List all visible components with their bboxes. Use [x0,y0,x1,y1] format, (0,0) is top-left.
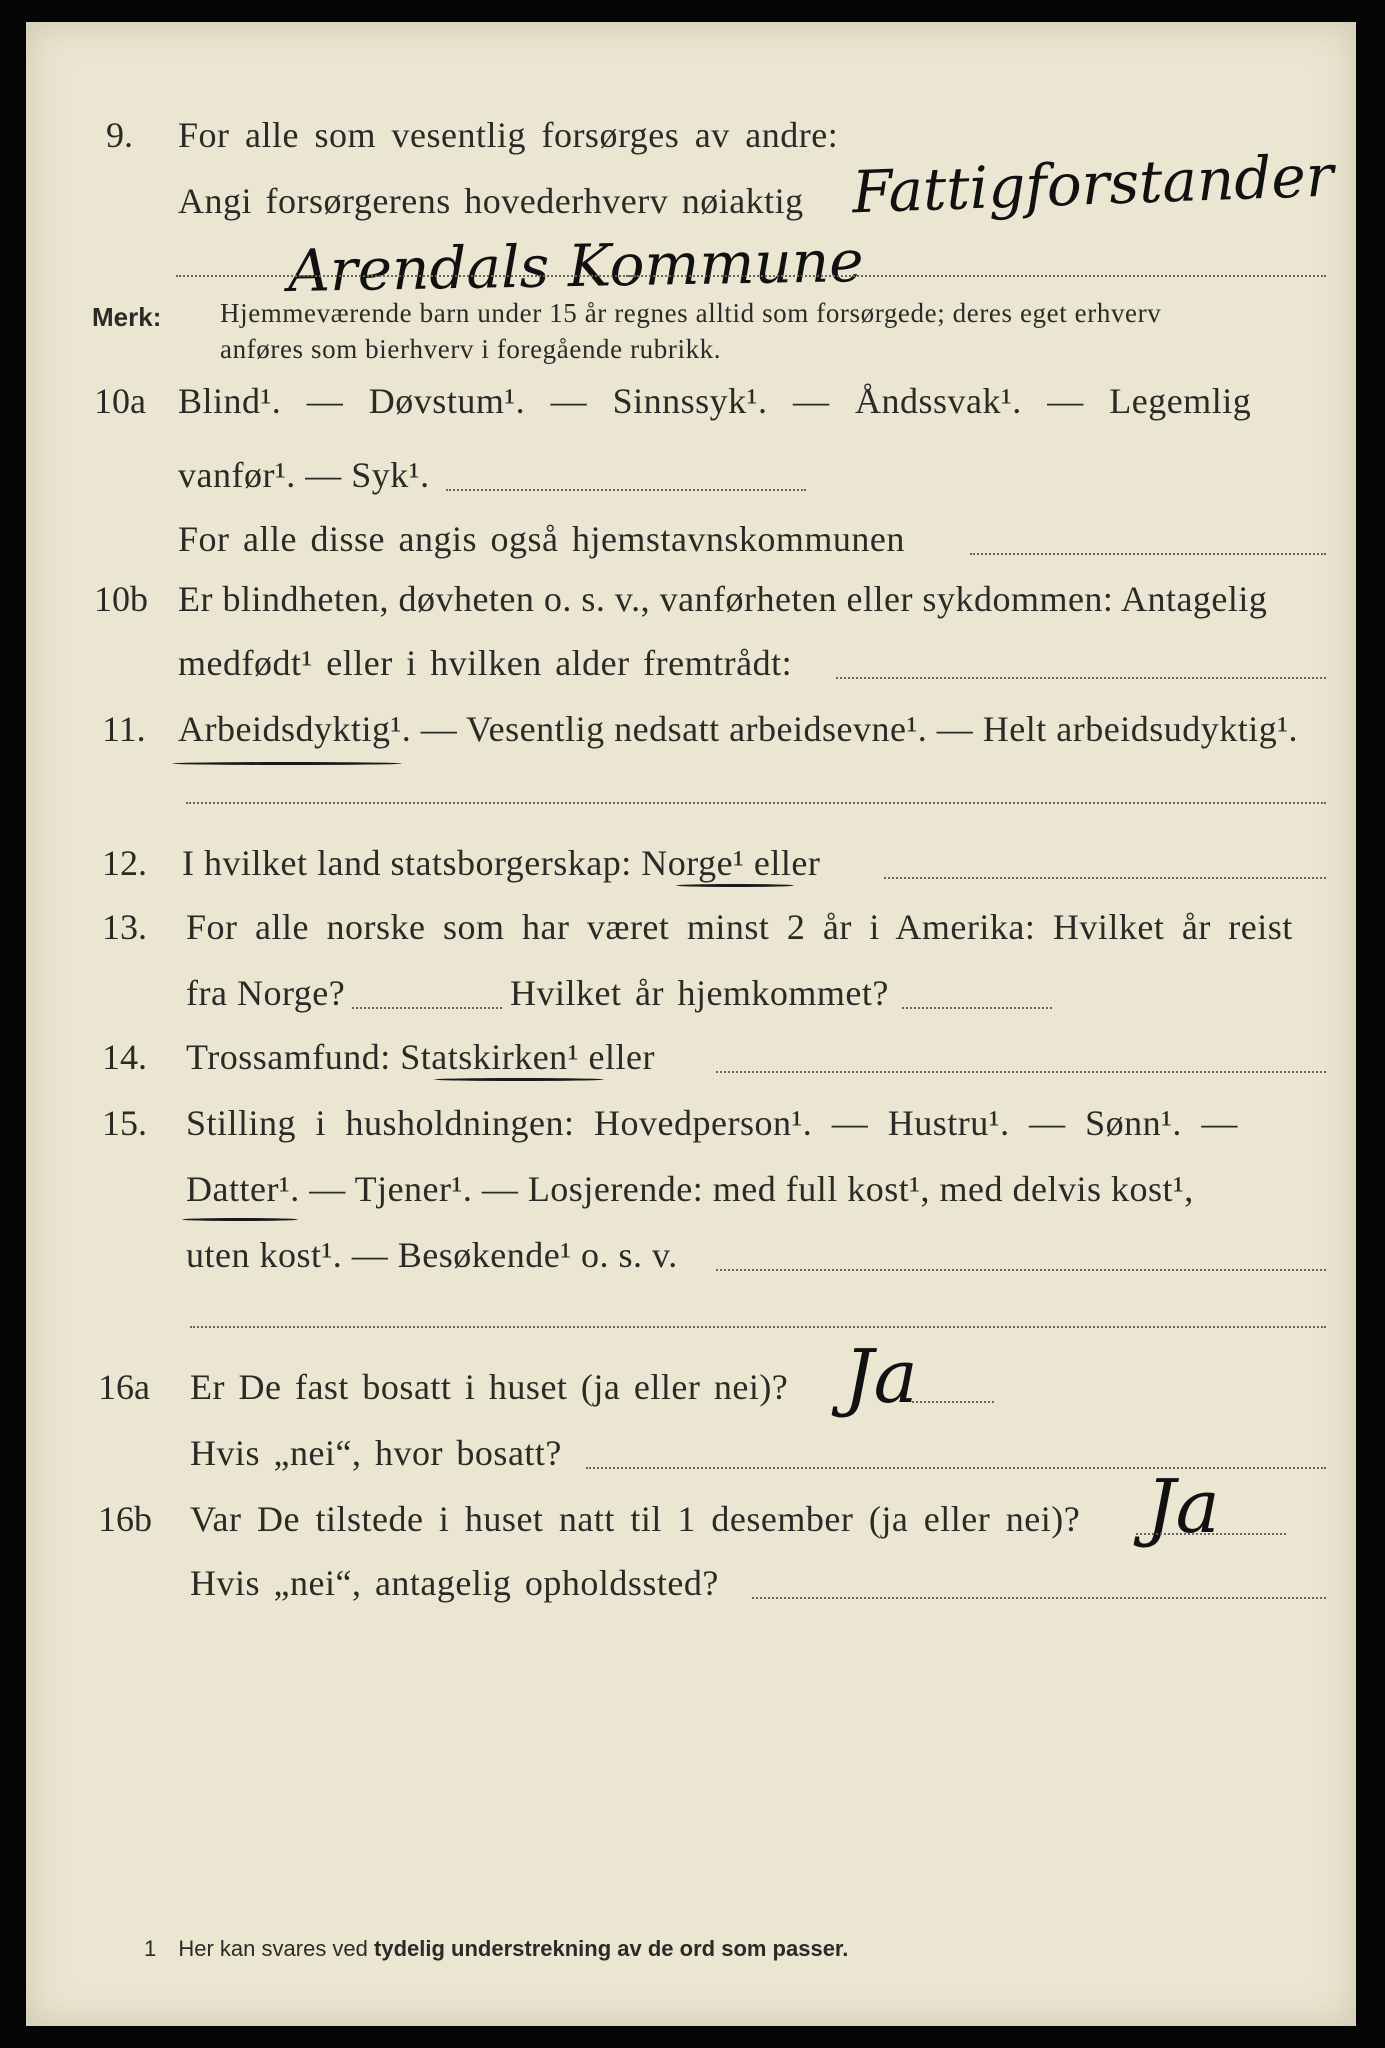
q10b-number: 10b [94,579,148,619]
q11-answer-line [186,802,1326,804]
q10a-answer-line [446,489,806,491]
q16a-answer-line [912,1401,994,1403]
q11-underline-mark [172,762,402,765]
q10a-hometown-line [970,553,1326,555]
q13-number: 13. [102,907,147,947]
q14-number: 14. [102,1037,147,1077]
q10b-line1: Er blindheten, døvheten o. s. v., vanførheten eller sykdommen: Antagelig [178,579,1268,619]
q11-line1: Arbeidsdyktig¹. — Vesentlig nedsatt arbeidsevne¹. — Helt arbeidsudyktig¹. [178,709,1299,749]
footnote-text-bold: tydelig understrekning av de ord som passer. [374,1936,849,1961]
q10b-answer-line [836,677,1326,679]
census-form-page [26,22,1356,2026]
q16b-location-line [752,1597,1326,1599]
q13-departure-line [352,1007,502,1009]
q10a-line3: For alle disse angis også hjemstavnskommunen [178,519,905,559]
q15-number: 15. [102,1103,147,1143]
q11-number: 11. [102,709,146,749]
q16a-line1: Er De fast bosatt i huset (ja eller nei)? [190,1367,789,1407]
q14-answer-line [716,1071,1326,1073]
q15-line3: uten kost¹. — Besøkende¹ o. s. v. [186,1235,678,1275]
q15-answer-line-2 [190,1326,1326,1328]
q9-number: 9. [106,115,133,155]
footnote-mark: 1 [144,1936,157,1961]
q12-answer-line [884,877,1326,879]
q12-line1: I hvilket land statsborgerskap: Norge¹ eller [182,843,821,883]
q10a-number: 10a [94,381,146,421]
q9-line2: Angi forsørgerens hovederhverv nøiaktig [178,181,804,221]
q9-line1: For alle som vesentlig forsørges av andre: [178,115,839,155]
q12-underline-mark [676,884,794,887]
q13-line1: For alle norske som har været minst 2 år i Amerika: Hvilket år reist [186,907,1293,947]
q16b-answer-line [1136,1533,1286,1535]
q10b-line2: medfødt¹ eller i hvilken alder fremtrådt: [178,643,793,683]
q16b-line2: Hvis „nei“, antagelig opholdssted? [190,1563,719,1603]
q10a-line1: Blind¹. — Døvstum¹. — Sinnssyk¹. — Åndssvak¹. — Legemlig [178,381,1252,421]
q10a-line2: vanfør¹. — Syk¹. [178,455,430,495]
q9-answer-line-b [626,275,1326,277]
q15-answer-line-1 [716,1269,1326,1271]
merk-label: Merk: [92,302,162,332]
q16a-number: 16a [98,1367,150,1407]
footnote [144,1936,848,1962]
q16a-answer: Ja [844,1334,918,1420]
q9-answer-part2: Arendals Kommune [287,226,865,306]
q13-line2a: fra Norge? [186,973,346,1013]
q16b-answer: Ja [1146,1464,1220,1550]
footnote-text-plain: Her kan svares ved [178,1936,368,1961]
q15-underline-mark [182,1218,298,1221]
q13-line2b: Hvilket år hjemkommet? [510,973,889,1013]
q12-number: 12. [102,843,147,883]
q9-answer-line-a [176,275,636,277]
q14-underline-mark [434,1078,604,1081]
q16b-line1: Var De tilstede i huset natt til 1 desember (ja eller nei)? [190,1499,1081,1539]
merk-line1: Hjemmeværende barn under 15 år regnes alltid som forsørgede; deres eget erhverv [220,298,1162,328]
q14-line1: Trossamfund: Statskirken¹ eller [186,1037,655,1077]
merk-line2: anføres som bierhverv i foregående rubrikk. [220,334,722,364]
q13-return-line [902,1007,1052,1009]
q15-line2: Datter¹. — Tjener¹. — Losjerende: med full kost¹, med delvis kost¹, [186,1169,1194,1209]
q16a-line2: Hvis „nei“, hvor bosatt? [190,1433,562,1473]
q9-answer-part1: Fattigforstander [850,141,1335,227]
q16b-number: 16b [98,1499,152,1539]
q15-line1: Stilling i husholdningen: Hovedperson¹. — Hustru¹. — Sønn¹. — [186,1103,1238,1143]
